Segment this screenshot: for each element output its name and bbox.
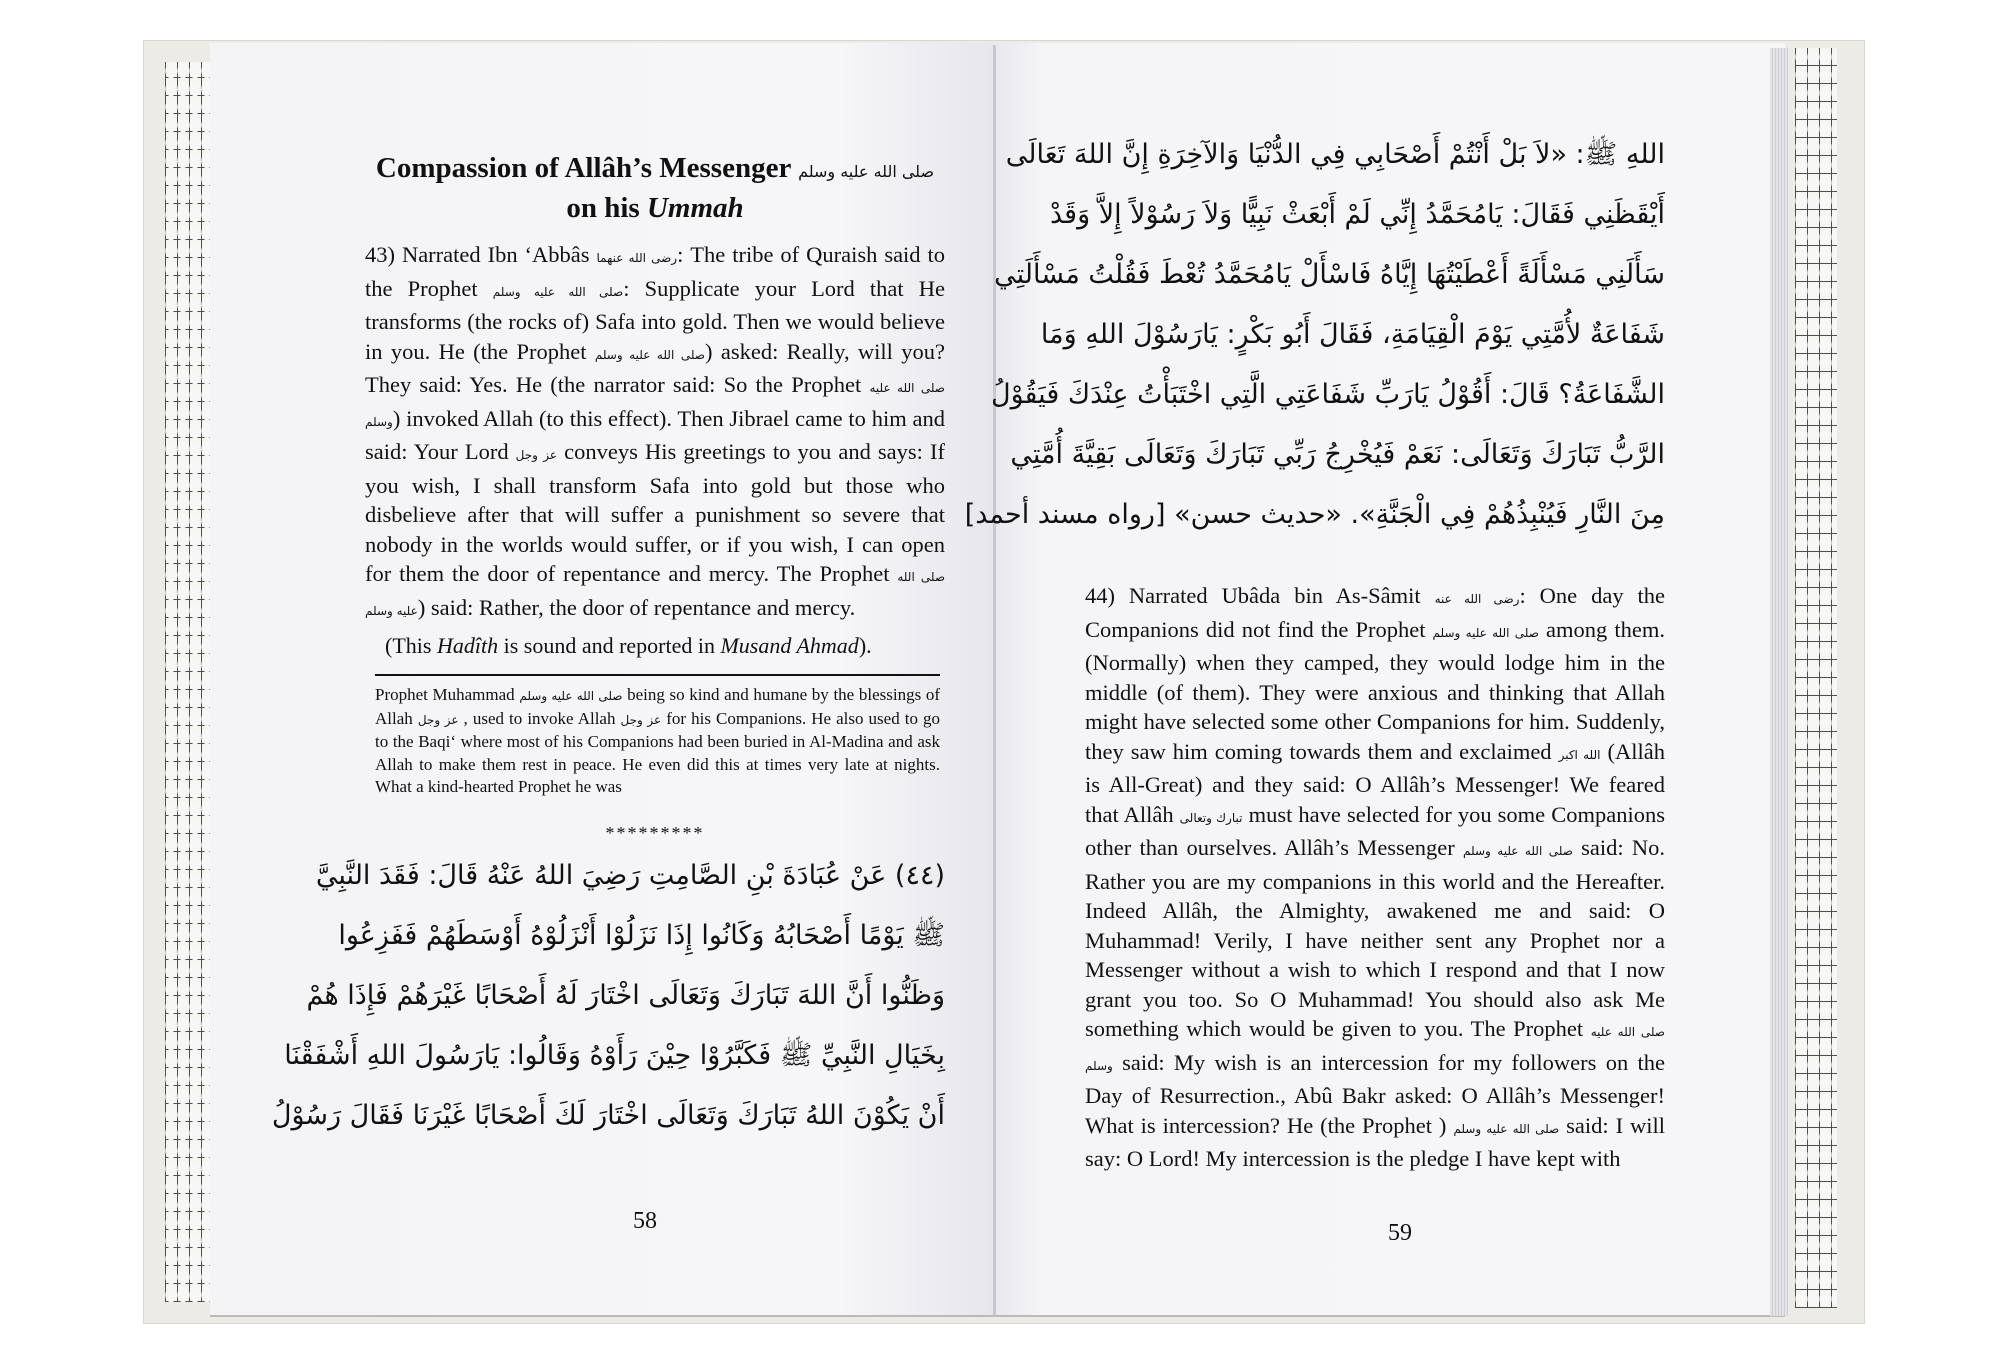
- arabic-honorific: عز وجل: [515, 448, 558, 462]
- arabic-honorific: تبارك وتعالى: [1179, 810, 1243, 825]
- page-number-right: 59: [1388, 1220, 1412, 1246]
- arabic-honorific: صلى الله عليه وسلم: [519, 689, 623, 703]
- text-seg: ) said: Rather, the door of repentance and mercy.: [417, 594, 856, 620]
- page-number-left: 58: [633, 1208, 657, 1234]
- text-seg: said: No. Rather you are my companions in this world and the Hereafter. Indeed Allâh, the Almighty, awakened me and said: O Muhammad! Verily, I have neither sent any Prophet nor a Messenger without a wish to which I respond and that I now grant you too. So O Muhammad! You should also ask Me something which would be given to you. The Prophet: [1085, 835, 1666, 1041]
- text-seg: being so kind and humane by the blessings of Allah: [375, 685, 940, 728]
- arabic-line: (٤٤) عَنْ عُبَادَةَ بْنِ الصَّامِتِ رَضِيَ اللهُ عَنْهُ قَالَ: فَقَدَ النَّبِيَّ: [315, 859, 945, 891]
- arabic-line: أَيْقَظَنِي فَقَالَ: يَامُحَمَّدُ إِنِّي لَمْ أَبْعَثْ نَبِيًّا وَلاَ رَسُوْلاً إِلاَّ وَقَدْ: [1050, 199, 1665, 230]
- title-ummah: Ummah: [646, 192, 744, 224]
- arabic-honorific: صلى الله عليه وسلم: [1432, 625, 1539, 640]
- arabic-honorific: صلى الله عليه وسلم: [594, 347, 705, 362]
- arabic-line: الرَّبُّ تَبَارَكَ وَتَعَالَى: نَعَمْ فَيُخْرِجُ رَبِّي تَبَارَكَ وَتَعَالَى بَقِيَّةَ أُمَّتِي: [1010, 439, 1665, 470]
- text-seg: conveys His greetings to you and says: If you wish, I shall transform Safa into gold but those who disbelieve after that will suffer a punishment so severe that nobody in the worlds would suffer, or if you wish, I can open for them the door of repentance and mercy. The Prophet: [365, 439, 945, 586]
- text-seg: ) asked: Really, will you? They said: Yes. He (the narrator said: So the Prophet: [365, 338, 945, 397]
- title-honorific: صلى الله عليه وسلم: [798, 162, 935, 181]
- text-seg: for his Companions. He also used to go to the Baqi‘ where most of his Companions had been buried in Al-Madina and ask Allah to make them rest in peace. He even did this at times very late at nights. What a kind-hearted Prophet he was: [375, 708, 941, 796]
- text-seg: 43) Narrated Ibn ‘Abbâs: [365, 242, 597, 267]
- text-seg: must have selected for you some Companions other than ourselves. Allâh’s Messenger: [1085, 801, 1665, 860]
- arabic-hadith-44-part2: [964, 125, 1665, 545]
- arabic-honorific: صلى الله عليه وسلم: [365, 570, 946, 618]
- hadith-44-text: [1085, 581, 1665, 1174]
- arabic-line: بِخَيَالِ النَّبِيِّ ﷺ فَكَبَّرُوْا حِيْنَ رَأَوْهُ وَقَالُوا: يَارَسُولَ اللهِ أَشْفَقْنَا: [284, 1039, 945, 1071]
- footnote: [375, 684, 940, 799]
- arabic-line: الشَّفَاعَةُ؟ قَالَ: أَقُوْلُ يَارَبِّ شَفَاعَتِي الَّتِي اخْتَبَأْتُ عِنْدَكَ فَيَقُوْلُ: [990, 379, 1665, 410]
- arabic-line: وَظَنُّوا أَنَّ اللهَ تَبَارَكَ وَتَعَالَى اخْتَارَ لَهُ أَصْحَابًا غَيْرَهُمْ فَإِذَا هُمْ: [306, 979, 945, 1011]
- honeycomb-border-right: [1795, 48, 1837, 1308]
- arabic-line: سَأَلَنِي مَسْأَلَةً أَعْطَيْتُهَا إِيَّاهُ فَاسْأَلْ يَامُحَمَّدُ تُعْطَ فَقُلْتُ مَسْأَلَتِي: [994, 259, 1665, 290]
- arabic-honorific: عز وجل: [417, 712, 459, 727]
- text-seg: ) invoked Allah (to this effect). Then Jibrael came to him and said: Your Lord: [365, 405, 945, 464]
- arabic-takbir: الله اكبر: [1558, 747, 1601, 762]
- hadith-43-text: [365, 240, 945, 626]
- source-text: ).: [858, 633, 872, 658]
- text-seg: among them. (Normally) when they camped, they would lodge him in the middle (of them). They were anxious and thinking that Allah might have selected some other Companions for him. Suddenly, they saw him coming towards them and exclaimed: [1085, 616, 1665, 764]
- arabic-honorific: صلى الله عليه وسلم: [1085, 1025, 1665, 1073]
- arabic-line: ﷺ يَوْمًا أَصْحَابُهُ وَكَانُوا إِذَا نَزَلُوْا أَنْزَلُوْهُ أَوْسَطَهُمْ فَفَزِعُوا: [338, 919, 945, 951]
- right-page-content: [964, 125, 1666, 1174]
- source-text: is sound and reported in: [498, 633, 721, 658]
- arabic-honorific: صلى الله عليه وسلم: [1463, 844, 1573, 858]
- book-spine: [993, 45, 996, 1315]
- section-separator: *********: [605, 822, 705, 843]
- text-seg: Prophet Muhammad: [375, 685, 520, 704]
- arabic-honorific: عز وجل: [620, 712, 662, 727]
- title-text: Compassion of Allâh’s Messenger: [375, 152, 791, 184]
- footnote-divider: [375, 674, 940, 676]
- arabic-honorific: رضى الله عنه: [1434, 592, 1520, 606]
- arabic-honorific: صلى الله عليه وسلم: [1453, 1121, 1560, 1136]
- source-musnad: Musand Ahmad: [720, 633, 859, 658]
- text-seg: : The tribe of Quraish said to the Prophet: [365, 242, 946, 301]
- text-seg: (Allâh is All-Great) and they said: O Allâh’s Messenger! We feared that Allâh: [1085, 738, 1666, 827]
- source-text: (This: [385, 633, 437, 658]
- title-line2: on his: [566, 192, 640, 224]
- text-seg: , used to invoke Allah: [458, 708, 621, 728]
- arabic-hadith-44-part1: [271, 846, 945, 1146]
- arabic-honorific: صلى الله عليه وسلم: [492, 284, 624, 299]
- arabic-line: شَفَاعَةٌ لأُمَّتِي يَوْمَ الْقِيَامَةِ، فَقَالَ أَبُو بَكْرٍ: يَارَسُوْلَ اللهِ وَمَا: [1040, 319, 1665, 350]
- text-seg: : One day the Companions did not find the Prophet: [1085, 583, 1665, 642]
- source-hadith: Hadîth: [436, 633, 499, 658]
- chapter-title: [365, 150, 945, 226]
- text-seg: 44) Narrated Ubâda bin As-Sâmit: [1085, 583, 1435, 608]
- text-seg: said: I will say: O Lord! My intercession is the pledge I have kept with: [1085, 1112, 1665, 1171]
- arabic-honorific: رضى الله عنهما: [596, 251, 678, 265]
- arabic-line: أَنْ يَكُوْنَ اللهُ تَبَارَكَ وَتَعَالَى اخْتَارَ لَكَ أَصْحَابًا غَيْرَنَا فَقَالَ رَسُوْلُ: [271, 1099, 945, 1131]
- text-seg: : Supplicate your Lord that He transforms (the rocks of) Safa into gold. Then we would believe in you. He (the Prophet: [365, 275, 946, 364]
- arabic-line: اللهِ ﷺ: «لاَ بَلْ أَنْتُمْ أَصْحَابِي فِي الدُّنْيَا وَالآخِرَةِ إِنَّ اللهَ تَعَالَى: [1005, 139, 1665, 170]
- hadith-43-source: [385, 632, 905, 660]
- text-seg: said: My wish is an intercession for my followers on the Day of Resurrection., Abû Bakr asked: O Allâh’s Messenger! What is intercession? He (the Prophet ): [1085, 1049, 1665, 1138]
- page-edges: [1770, 48, 1788, 1316]
- arabic-line: مِنَ النَّارِ فَيُنْبِذُهُمْ فِي الْجَنَّةِ». «حديث حسن» [رواه مسند أحمد]: [964, 499, 1665, 530]
- left-page-content: [271, 150, 946, 1146]
- arabic-honorific: صلى الله عليه وسلم: [365, 381, 945, 429]
